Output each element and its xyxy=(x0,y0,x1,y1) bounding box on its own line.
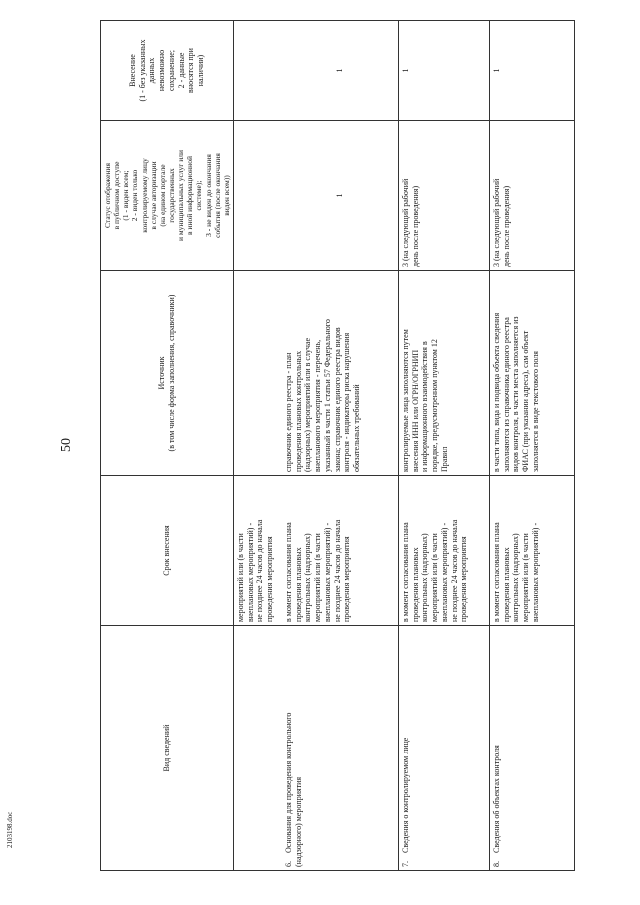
table-row xyxy=(282,21,399,871)
continuation-source xyxy=(233,271,282,476)
continuation-status xyxy=(233,121,282,271)
header-deadline: Срок внесения xyxy=(101,476,234,626)
row-type-cell xyxy=(398,626,489,871)
row-status: 3 (на следующий рабочий день после проведения) xyxy=(398,121,489,271)
row-type: Сведения об объектах контроля xyxy=(491,745,501,853)
row-number: 6. xyxy=(283,861,293,867)
row-deadline: в момент согласования плана проведения плановых контрольных (надзорных) мероприятий или (в части внеплановых мероприятий) - xyxy=(489,476,574,626)
document-code: 2103198.doc xyxy=(6,811,14,848)
header-type: Вид сведений xyxy=(101,626,234,871)
continuation-deadline: мероприятий или (в части внеплановых мероприятий) - не позднее 24 часов до начала проведения мероприятия xyxy=(233,476,282,626)
row-number: 7. xyxy=(400,861,410,867)
continuation-type xyxy=(233,626,282,871)
row-entry: 1 xyxy=(398,21,489,121)
row-deadline: в момент согласования плана проведения плановых контрольных (надзорных) мероприятий или (в части внеплановых мероприятий) - не позднее 24 часов до начала проведения мероприятия xyxy=(398,476,489,626)
row-entry: 1 xyxy=(282,21,399,121)
row-type-cell xyxy=(489,626,574,871)
row-type-cell xyxy=(282,626,399,871)
header-entry: Внесение (1 - без указанных данных невозможно сохранение; 2 - данные вносятся при наличии) xyxy=(101,21,234,121)
row-source: в части типа, вида и подвида объекта сведения заполняются из справочника единого реестра видов контроля, в части места заполняется из ФИАС (при указании адреса), сам объект заполняется в виде текстового поля xyxy=(489,271,574,476)
table-row xyxy=(398,21,489,871)
row-source: справочник единого реестра - план проведения плановых контрольных (надзорных) мероприятий или в случае внепланового мероприятия - перечень, указанный в части 1 статьи 57 Федерального закона; справочник единого реестра видов контроля - индикаторы риска нарушения обязательных требований xyxy=(282,271,399,476)
row-source: контролируемые лица заполняются путем внесения ИНН или ОГРН/ОГРНИП и информационного взаимодействия в порядке, предусмотренном пунктом 12 Правил xyxy=(398,271,489,476)
continuation-entry xyxy=(233,21,282,121)
row-status: 1 xyxy=(282,121,399,271)
header-source: Источник (в том числе форма заполнения, справочники) xyxy=(101,271,234,476)
table-row xyxy=(489,21,574,871)
rotated-table-container xyxy=(100,21,540,871)
page-number: 50 xyxy=(59,438,74,452)
row-type: Основания для проведения контрольного (надзорного) мероприятия xyxy=(283,712,303,867)
header-status: Статус отображения в публичном доступе (1 - виден всем; 2 - виден только контролируемому лицу в случае авторизации (на едином портале государственных и муниципальных услуг или в иной информационной системе); 3 - не виден до окончания события (после окончания виден всем)) xyxy=(101,121,234,271)
row-deadline: в момент согласования плана проведения плановых контрольных (надзорных) мероприятий или (в части внеплановых мероприятий) - не позднее 24 часов до начала проведения мероприятия xyxy=(282,476,399,626)
continuation-row xyxy=(233,21,282,871)
info-table xyxy=(100,20,575,871)
row-number: 8. xyxy=(491,861,501,867)
header-row xyxy=(101,21,234,871)
row-entry: 1 xyxy=(489,21,574,121)
row-type: Сведения о контролируемом лице xyxy=(400,737,410,853)
row-status: 3 (на следующий рабочий день после проведения) xyxy=(489,121,574,271)
